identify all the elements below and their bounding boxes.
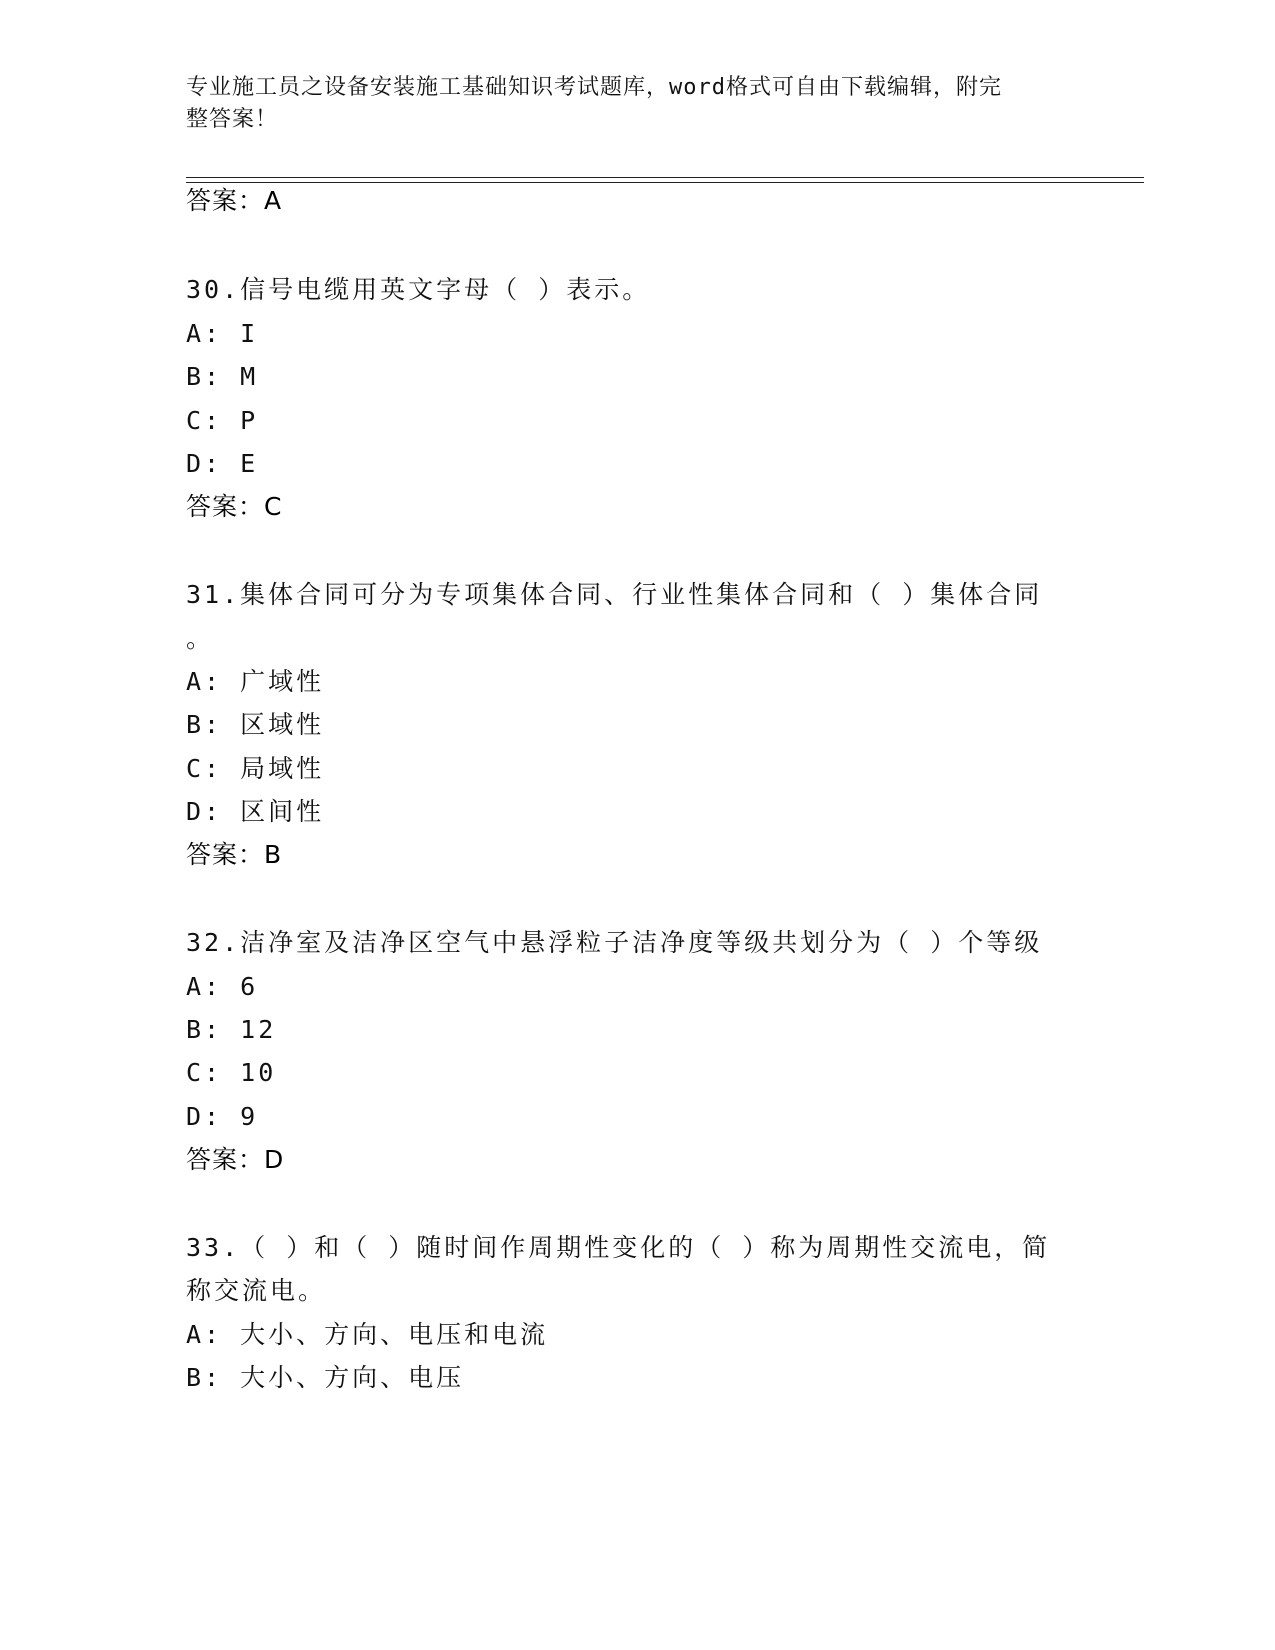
option-d: D: 9 bbox=[186, 1102, 259, 1131]
header-line-2: 整答案！ bbox=[186, 107, 279, 132]
answer-line: 答案：B bbox=[186, 840, 283, 869]
option-c: C: 局域性 bbox=[186, 754, 325, 783]
option-a: A: I bbox=[186, 319, 259, 348]
question-stem: 31.集体合同可分为专项集体合同、行业性集体合同和（ ）集体合同 bbox=[186, 580, 1043, 609]
question-stem: 30.信号电缆用英文字母（ ）表示。 bbox=[186, 275, 651, 304]
question-stem: 33.（ ）和（ ）随时间作周期性变化的（ ）称为周期性交流电，简 bbox=[186, 1233, 1051, 1262]
question-stem-continuation: 称交流电。 bbox=[186, 1276, 327, 1305]
option-a: A: 广域性 bbox=[186, 667, 325, 696]
question-stem: 32.洁净室及洁净区空气中悬浮粒子洁净度等级共划分为（ ）个等级 bbox=[186, 928, 1043, 957]
header-divider-bottom bbox=[186, 182, 1144, 183]
option-d: D: 区间性 bbox=[186, 797, 325, 826]
header-divider-top bbox=[186, 177, 1144, 178]
answer-line: 答案：D bbox=[186, 1145, 285, 1174]
option-a: A: 大小、方向、电压和电流 bbox=[186, 1320, 549, 1349]
answer-line: 答案：A bbox=[186, 186, 283, 215]
option-a: A: 6 bbox=[186, 972, 259, 1001]
option-d: D: E bbox=[186, 449, 259, 478]
answer-line: 答案：C bbox=[186, 492, 283, 521]
header-line-1: 专业施工员之设备安装施工基础知识考试题库，word格式可自由下载编辑，附完 bbox=[186, 75, 1002, 100]
option-b: B: M bbox=[186, 362, 259, 391]
document-header bbox=[186, 72, 1066, 136]
option-c: C: P bbox=[186, 406, 259, 435]
option-b: B: 12 bbox=[186, 1015, 277, 1044]
option-b: B: 大小、方向、电压 bbox=[186, 1363, 465, 1392]
option-b: B: 区域性 bbox=[186, 710, 325, 739]
option-c: C: 10 bbox=[186, 1058, 277, 1087]
question-stem-continuation: 。 bbox=[186, 624, 215, 653]
